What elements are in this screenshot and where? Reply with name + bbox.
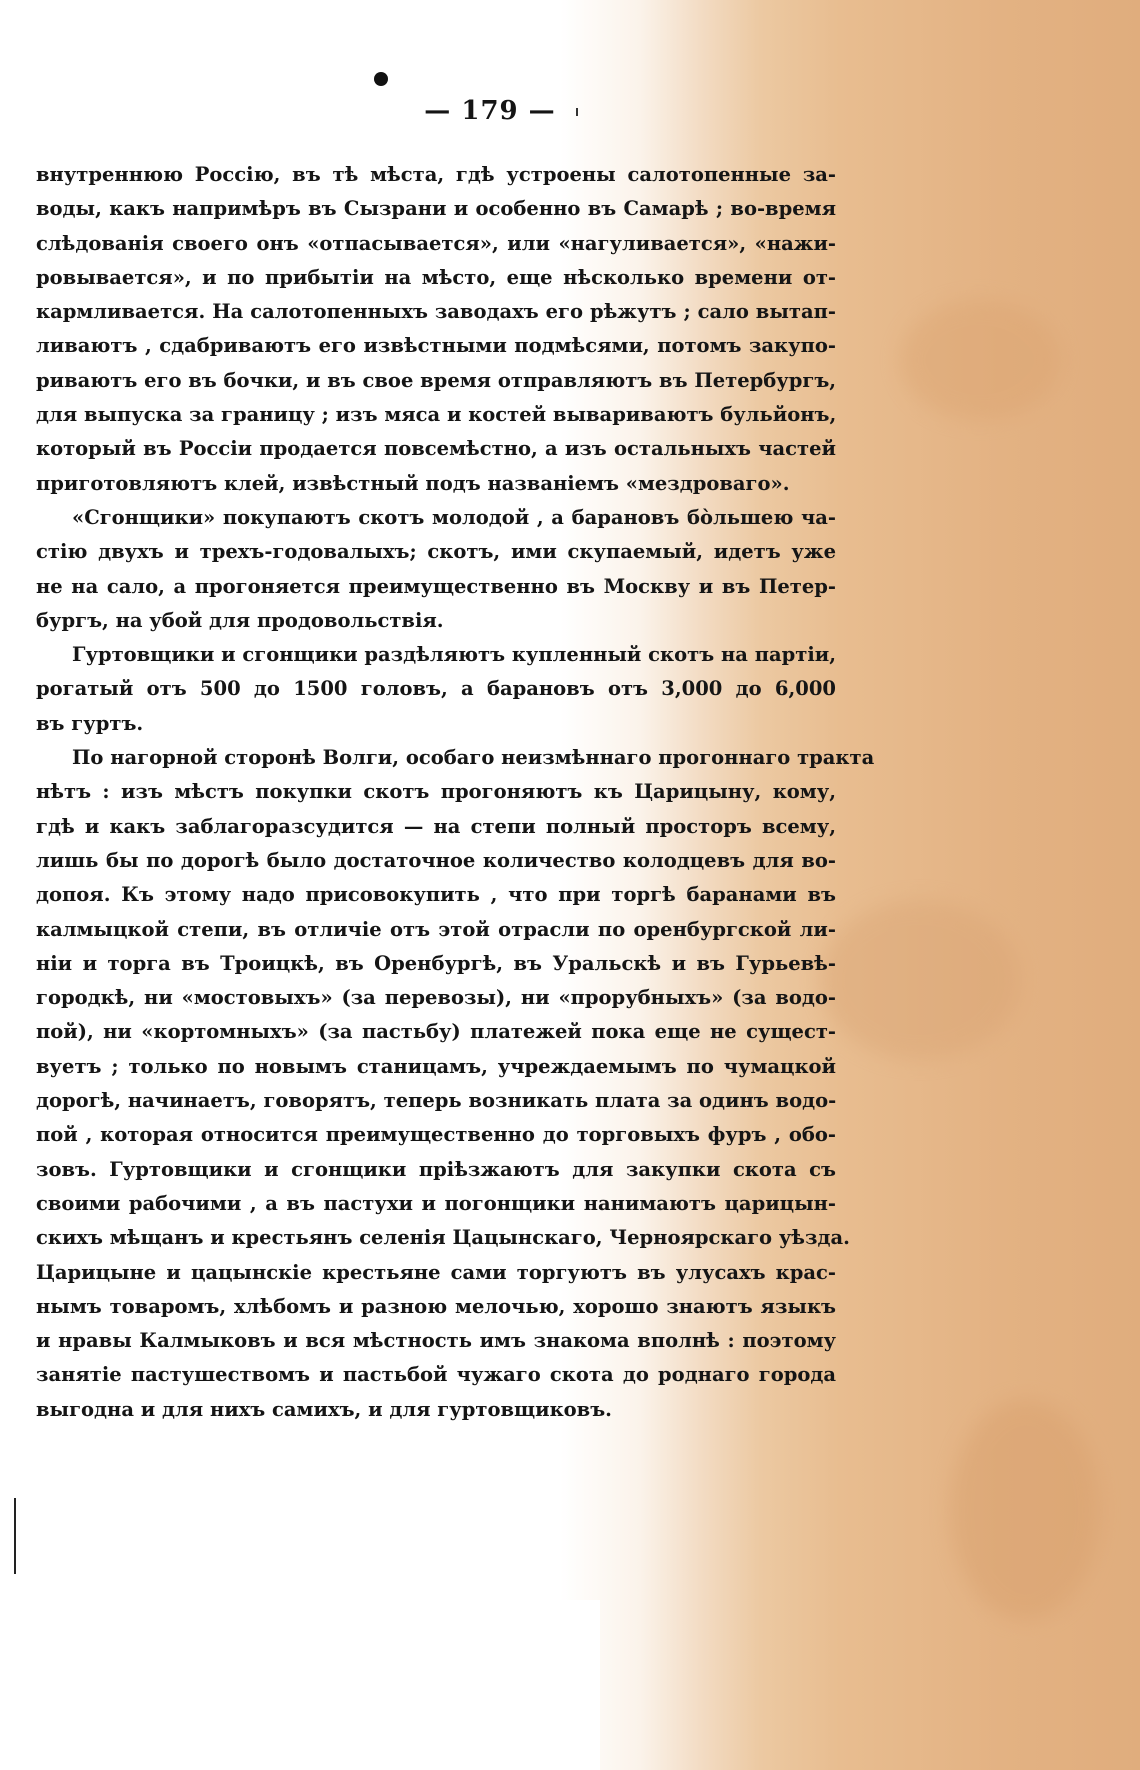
text-line: нымъ товаромъ, хлѣбомъ и разною мелочью, хорошо знаютъ языкъ <box>36 1294 836 1318</box>
body-text <box>36 158 875 1427</box>
text-line: выгодна и для нихъ самихъ, и для гуртовщиковъ. <box>36 1397 612 1421</box>
text-line: приготовляютъ клей, извѣстный подъ названіемъ «мездроваго». <box>36 471 790 495</box>
text-line: внутреннюю Россію, въ тѣ мѣста, гдѣ устроены салотопенные за- <box>36 163 836 186</box>
text-line: для выпуска за границу ; изъ мяса и костей вывариваютъ бульйонъ, <box>36 403 837 427</box>
paper-stain <box>950 1400 1100 1620</box>
text-line: который въ Россіи продается повсемѣстно, а изъ остальныхъ частей <box>36 437 836 461</box>
text-line: стію двухъ и трехъ-годовалыхъ; скотъ, ими скупаемый, идетъ уже <box>36 540 836 564</box>
text-line: и нравы Калмыковъ и вся мѣстность имъ знакома вполнѣ : поэтому <box>36 1329 836 1353</box>
text-line: бургъ, на убой для продовольствія. <box>36 608 444 632</box>
paper-stain <box>900 300 1060 420</box>
text-line: нѣтъ : изъ мѣстъ покупки скотъ прогоняютъ къ Царицыну, кому, <box>36 780 836 804</box>
text-line: ливаютъ , сдабриваютъ его извѣстными подмѣсями, потомъ закупо- <box>36 334 836 358</box>
text-line: городкѣ, ни «мостовыхъ» (за перевозы), ни «прорубныхъ» (за водо- <box>36 986 836 1010</box>
text-line: не на сало, а прогоняется преимущественно въ Москву и въ Петер- <box>36 574 836 598</box>
text-line: рогатый отъ 500 до 1500 головъ, а барановъ отъ 3,000 до 6,000 <box>36 677 836 701</box>
text-line: «Сгонщики» покупаютъ скотъ молодой , а барановъ бо̀льшею ча- <box>72 505 836 529</box>
text-line: допоя. Къ этому надо присовокупить , что при торгѣ баранами въ <box>36 883 836 907</box>
text-line: пой), ни «кортомныхъ» (за пастьбу) платежей пока еще не сущест- <box>36 1020 836 1044</box>
lower-margin <box>0 1600 600 1770</box>
text-line: калмыцкой степи, въ отличіе отъ этой отрасли по оренбургской ли- <box>36 917 836 941</box>
text-line: ровывается», и по прибытіи на мѣсто, еще нѣсколько времени от- <box>36 265 836 289</box>
text-line: слѣдованія своего онъ «отпасывается», или «нагуливается», «нажи- <box>36 231 836 255</box>
margin-mark <box>14 1498 16 1574</box>
text-line: воды, какъ напримѣръ въ Сызрани и особенно въ Самарѣ ; во-время <box>36 197 836 221</box>
text-line: пой , которая относится преимущественно до торговыхъ фуръ , обо- <box>36 1123 836 1147</box>
text-line: своими рабочими , а въ пастухи и погонщики нанимаютъ царицын- <box>36 1191 836 1215</box>
ink-dot <box>374 72 388 86</box>
text-line: зовъ. Гуртовщики и сгонщики пріѣзжаютъ для закупки скота съ <box>36 1157 836 1181</box>
text-line: риваютъ его въ бочки, и въ свое время отправляютъ въ Петербургъ, <box>36 368 837 392</box>
text-line: скихъ мѣщанъ и крестьянъ селенія Цацынскаго, Черноярскаго уѣзда. <box>36 1226 850 1250</box>
text-line: гдѣ и какъ заблагоразсудится — на степи полный просторъ всему, <box>36 814 836 838</box>
text-line: Гуртовщики и сгонщики раздѣляютъ купленный скотъ на партіи, <box>72 643 836 667</box>
text-line: въ гуртъ. <box>36 711 144 735</box>
text-line: кармливается. На салотопенныхъ заводахъ его рѣжутъ ; сало вытап- <box>36 300 836 324</box>
text-line: По нагорной сторонѣ Волги, особаго неизмѣннаго прогоннаго тракта <box>72 746 875 770</box>
text-line: занятіе пастушествомъ и пастьбой чужаго скота до роднаго города <box>36 1363 836 1387</box>
text-line: лишь бы по дорогѣ было достаточное количество колодцевъ для во- <box>36 848 836 872</box>
text-line: ніи и торга въ Троицкѣ, въ Оренбургѣ, въ Уральскѣ и въ Гурьевѣ- <box>36 951 836 975</box>
text-line: вуетъ ; только по новымъ станицамъ, учреждаемымъ по чумацкой <box>36 1054 836 1078</box>
text-line: Царицыне и цацынскіе крестьяне сами торгуютъ въ улусахъ крас- <box>36 1260 836 1284</box>
paper-stain <box>820 900 1020 1060</box>
page-number: — 179 — <box>424 96 556 126</box>
text-line: дорогѣ, начинаетъ, говорятъ, теперь возникать плата за одинъ водо- <box>36 1089 837 1113</box>
